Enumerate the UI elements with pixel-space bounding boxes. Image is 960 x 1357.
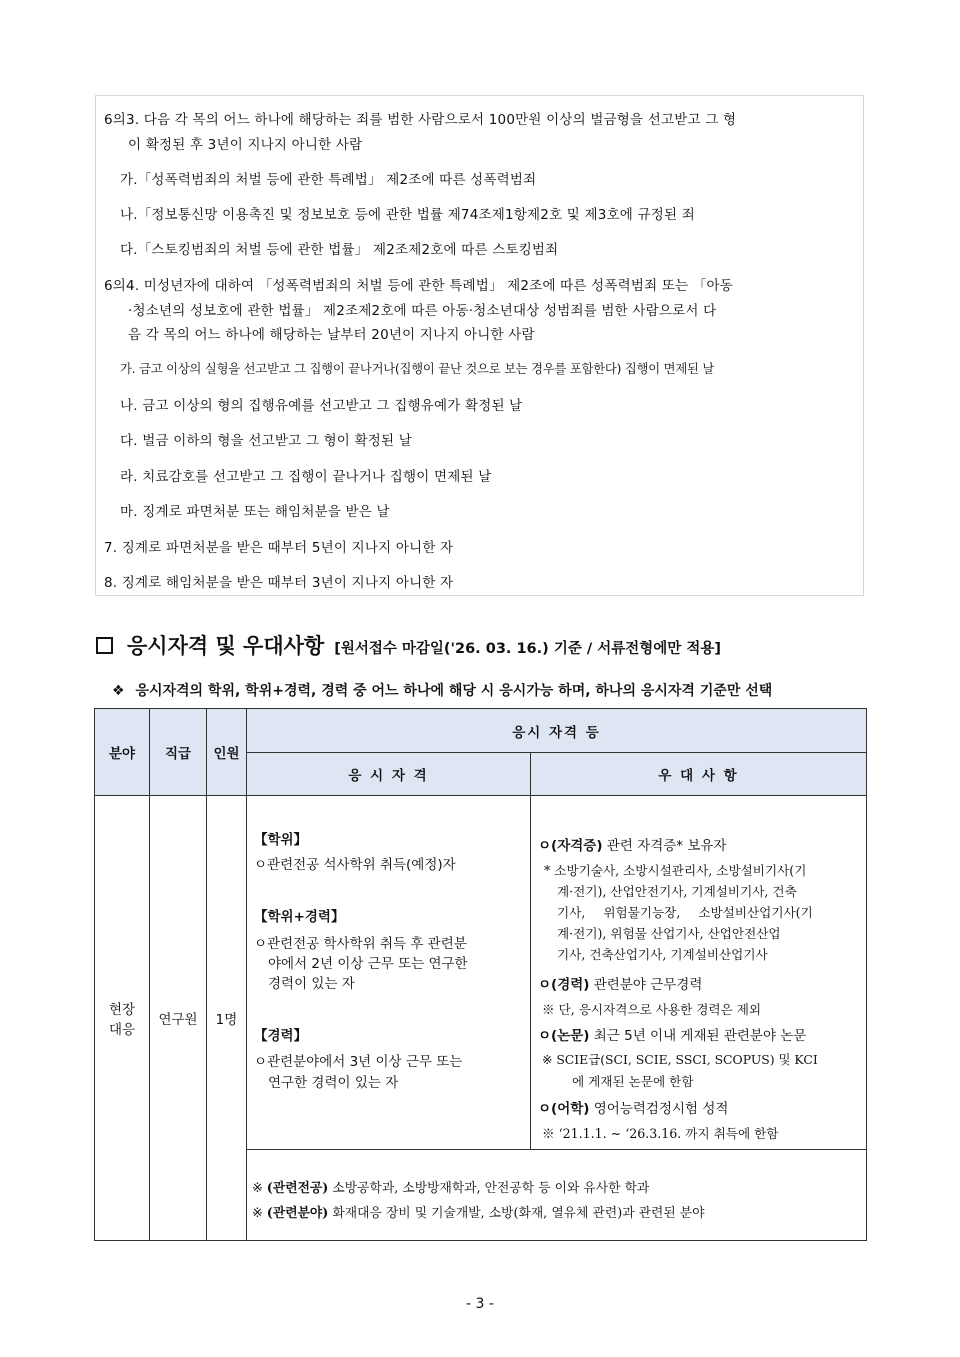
pref-note: ※ SCIE급(SCI, SCIE, SSCI, SCOPUS) 및 KCI [542, 1052, 818, 1067]
qual-degree-heading: 【학위】 [254, 832, 308, 848]
pref-note: 기사, 위험물기능장, 소방설비산업기사(기 [557, 905, 813, 920]
qual-degree-career-heading: 【학위+경력】 [254, 909, 345, 925]
qualification-table [94, 708, 867, 1241]
selection-note [112, 680, 772, 700]
text-line: 가. 금고 이상의 실형을 선고받고 그 집행이 끝나거나(집행이 끝난 것으로 보는 경우를 포함한다) 집행이 면제된 날 [120, 362, 715, 376]
diamond-bullet-icon: ❖ [112, 683, 125, 699]
pref-language-text: 영어능력검정시험 성적 [589, 1101, 729, 1117]
circle-bullet-icon: ㅇ [538, 977, 552, 993]
footnote-mark: ※ [252, 1206, 267, 1221]
page-number: - 3 - [466, 1296, 494, 1312]
count-cell: 1명 [207, 796, 247, 1241]
pref-paper [538, 1024, 806, 1044]
header-group: 응시 자격 등 [247, 709, 867, 753]
qual-degree-career-text: 야에서 2년 이상 근무 또는 연구한 [268, 956, 468, 972]
field-line-2: 대응 [108, 1022, 136, 1038]
text-line: 마. 징계로 파면처분 또는 해임처분을 받은 날 [120, 504, 390, 520]
circle-bullet-icon: ㅇ [538, 838, 552, 854]
header-field: 분야 [95, 709, 150, 796]
field-line-1: 현장 [108, 1002, 136, 1018]
footnote-text: 화재대응 장비 및 기술개발, 소방(화재, 열유체 관련)과 관련된 분야 [328, 1206, 705, 1221]
section-title [96, 630, 721, 660]
text-line: 8. 징계로 해임처분을 받은 때부터 3년이 지나지 아니한 자 [104, 575, 454, 591]
pref-certificate [538, 834, 726, 854]
qual-degree-text: ㅇ관련전공 석사학위 취득(예정)자 [254, 857, 456, 873]
header-qualification: 응 시 자 격 [247, 753, 531, 796]
pref-certificate-text: 관련 자격증* 보유자 [602, 838, 727, 854]
header-preference: 우 대 사 항 [531, 753, 867, 796]
pref-note: 에 게재된 논문에 한함 [572, 1074, 694, 1089]
text-line: 다.「스토킹범죄의 처벌 등에 관한 법률」 제2조제2호에 따른 스토킹범죄 [120, 242, 559, 258]
text-line: 7. 징계로 파면처분을 받은 때부터 5년이 지나지 아니한 자 [104, 540, 454, 556]
qual-career-heading: 【경력】 [254, 1028, 308, 1044]
pref-note: ※ ‘21.1.1. ~ ‘26.3.16. 까지 취득에 한함 [542, 1126, 779, 1141]
footnote-major [252, 1177, 649, 1196]
footnote-text: 소방공학과, 소방방재학과, 안전공학 등 이와 유사한 학과 [328, 1181, 650, 1196]
text-line: 6의4. 미성년자에 대하여 「성폭력범죄의 처벌 등에 관한 특례법」 제2조에 따른 성폭력범죄 또는 「아동 [104, 278, 734, 294]
section-subtitle: [원서접수 마감일('26. 03. 16.) 기준 / 서류전형에만 적용] [334, 641, 721, 657]
note-text: 응시자격의 학위, 학위+경력, 경력 중 어느 하나에 해당 시 응시가능 하며, 하나의 응시자격 기준만 선택 [135, 683, 773, 699]
checkbox-square-icon [96, 637, 113, 654]
text-line: 나. 금고 이상의 형의 집행유예를 선고받고 그 집행유예가 확정된 날 [120, 398, 523, 414]
pref-paper-key: (논문) [551, 1028, 590, 1044]
pref-note: 계·전기), 위험물 산업기사, 산업안전산업 [557, 926, 781, 941]
pref-note: 기사, 건축산업기사, 기계설비산업기사 [557, 947, 768, 962]
pref-paper-text: 최근 5년 이내 게재된 관련분야 논문 [589, 1028, 807, 1044]
qual-career-text: 연구한 경력이 있는 자 [268, 1075, 399, 1091]
text-line: 나.「정보통신망 이용촉진 및 정보보호 등에 관한 법률 제74조제1항제2호 및 제3호에 규정된 죄 [120, 207, 695, 223]
pref-language [538, 1097, 728, 1117]
qual-degree-career-text: 경력이 있는 자 [268, 976, 355, 992]
pref-career [538, 973, 702, 993]
circle-bullet-icon: ㅇ [538, 1101, 552, 1117]
pref-certificate-key: (자격증) [551, 838, 603, 854]
header-position: 직급 [150, 709, 207, 796]
text-line: 다. 벌금 이하의 형을 선고받고 그 형이 확정된 날 [120, 433, 412, 449]
pref-note: 계·전기), 산업안전기사, 기계설비기사, 건축 [557, 884, 797, 899]
text-line: ·청소년의 성보호에 관한 법률」 제2조제2호에 따른 아동·청소년대상 성범죄를 범한 사람으로서 다 [128, 303, 717, 319]
field-cell [95, 796, 150, 1241]
pref-career-text: 관련분야 근무경력 [589, 977, 703, 993]
text-line: 음 각 목의 어느 하나에 해당하는 날부터 20년이 지나지 아니한 사람 [128, 327, 535, 343]
qual-career-text: ㅇ관련분야에서 3년 이상 근무 또는 [254, 1054, 463, 1070]
pref-career-key: (경력) [551, 977, 590, 993]
section-title-text: 응시자격 및 우대사항 [127, 634, 325, 658]
position-cell: 연구원 [150, 796, 207, 1241]
pref-note: * 소방기술사, 소방시설관리사, 소방설비기사(기 [544, 863, 807, 878]
text-line: 이 확정된 후 3년이 지나지 아니한 사람 [128, 137, 363, 153]
header-count: 인원 [207, 709, 247, 796]
footnote-field [252, 1202, 705, 1221]
text-line: 가.「성폭력범죄의 처벌 등에 관한 특례법」 제2조에 따른 성폭력범죄 [120, 172, 537, 188]
text-line: 라. 치료감호를 선고받고 그 집행이 끝나거나 집행이 면제된 날 [120, 469, 492, 485]
pref-note: ※ 단, 응시자격으로 사용한 경력은 제외 [542, 1002, 762, 1017]
text-line: 6의3. 다음 각 목의 어느 하나에 해당하는 죄를 범한 사람으로서 100만원 이상의 벌금형을 선고받고 그 형 [104, 112, 737, 128]
pref-language-key: (어학) [551, 1101, 590, 1117]
footnote-mark: ※ [252, 1181, 267, 1196]
circle-bullet-icon: ㅇ [538, 1028, 552, 1044]
footnote-key: (관련분야) [266, 1206, 329, 1221]
qual-degree-career-text: ㅇ관련전공 학사학위 취득 후 관련분 [254, 936, 467, 952]
footnote-key: (관련전공) [266, 1181, 329, 1196]
